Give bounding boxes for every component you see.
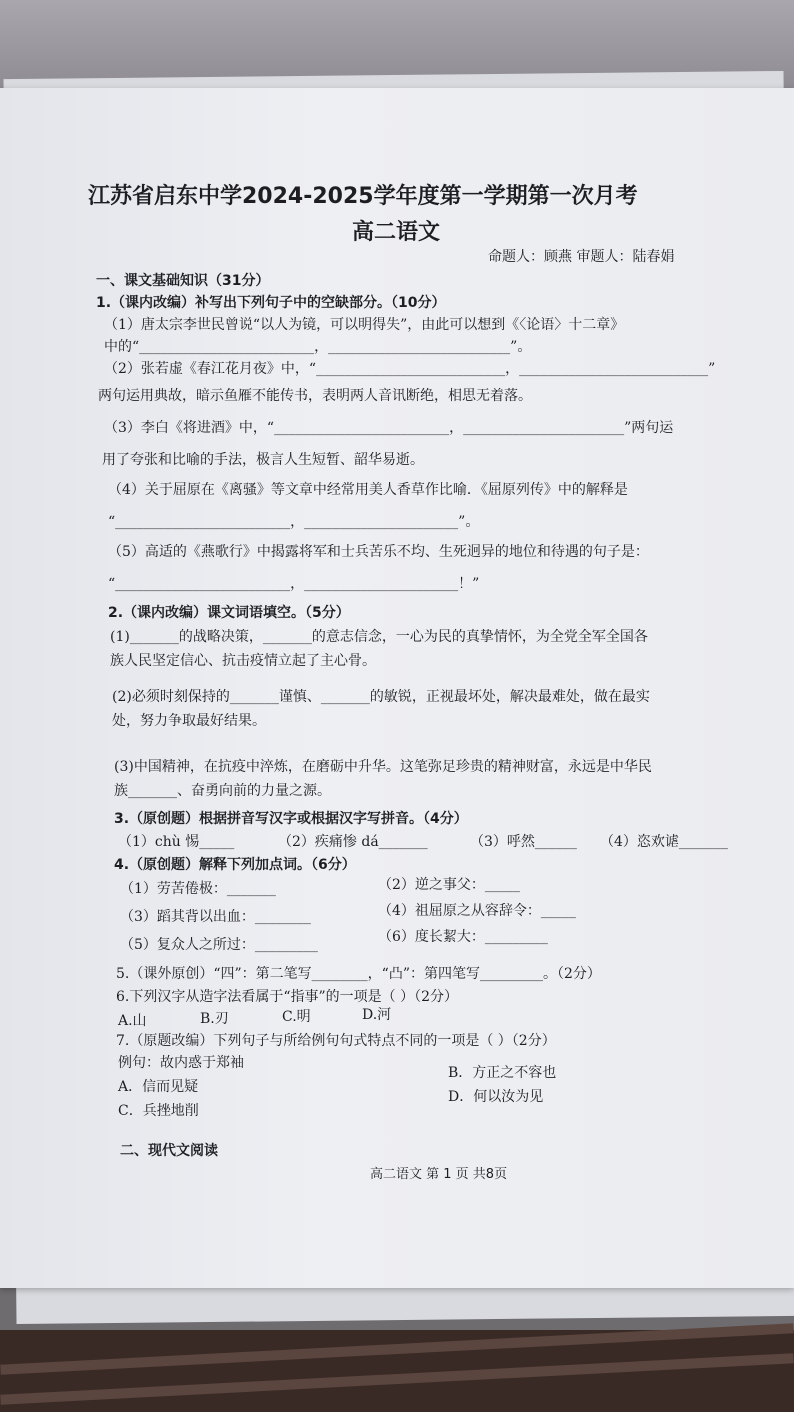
q7-stem: 7.（原题改编）下列句子与所给例句句式特点不同的一项是（ ）（2分）: [116, 1033, 556, 1049]
q2-p2-line1: (2)必须时刻保持的_______谨慎、_______的敏锐，正视最坏处，解决最难处，做在最实: [112, 689, 650, 705]
exam-title: 江苏省启东中学2024-2025学年度第一学期第一次月考: [88, 184, 638, 209]
q1-s4-line1: （4）关于屈原在《离骚》等文章中经常用美人香草作比喻．《屈原列传》中的解释是: [108, 482, 628, 498]
q2-p2-line2: 处，努力争取最好结果。: [112, 713, 266, 729]
q1-stem: 1.（课内改编）补写出下列句子中的空缺部分。（10分）: [96, 295, 446, 311]
q3-item-1: （1）chù 惕_____: [118, 834, 235, 850]
section-1-heading: 一、课文基础知识（31分）: [96, 273, 270, 289]
q3-item-3: （3）呼然______: [470, 834, 577, 850]
exam-setters: 命题人：顾燕 审题人：陆春娟: [488, 249, 675, 265]
q2-p1-line2: 族人民坚定信心、抗击疫情立起了主心骨。: [110, 653, 376, 669]
q4-stem: 4.（原创题）解释下列加点词。（6分）: [114, 857, 356, 873]
q7-option-d: D．何以汝为见: [448, 1089, 544, 1105]
q5-text: 5.（课外原创）“四”：第二笔写________，“凸”：第四笔写_________。（2分）: [116, 966, 601, 982]
q6-option-d: D.河: [362, 1007, 392, 1023]
q4-item-4: （4）祖屈原之从容辞令：_____: [378, 903, 576, 919]
q1-s3-line1: （3）李白《将进酒》中，“_________________________，_______________________”两句运: [104, 420, 674, 436]
q3-item-4: （4）恣欢谑_______: [600, 834, 728, 850]
q7-option-a: A．信而见疑: [118, 1079, 199, 1095]
q1-s3-line2: 用了夸张和比喻的手法，极言人生短暂、韶华易逝。: [102, 452, 424, 468]
q1-s5-line2: “_________________________，______________________！”: [108, 576, 480, 592]
q7-example: 例句：故内惑于郑袖: [118, 1055, 244, 1071]
q4-item-3: （3）蹈其背以出血：________: [120, 909, 311, 925]
q6-option-c: C.明: [282, 1009, 311, 1025]
q6-stem: 6.下列汉字从造字法看属于“指事”的一项是（ ）（2分）: [116, 989, 459, 1005]
page-footer: 高二语文 第 1 页 共8页: [370, 1167, 508, 1182]
background-fabric: [0, 1330, 794, 1412]
q2-p3-line2: 族_______、奋勇向前的力量之源。: [114, 783, 331, 799]
q1-s4-line2: “_________________________，______________________”。: [108, 514, 480, 530]
q4-item-2: （2）逆之事父：_____: [378, 877, 520, 893]
q7-option-c: C．兵挫地削: [118, 1103, 199, 1119]
exam-page: [0, 88, 794, 1288]
q7-option-b: B．方正之不容也: [448, 1065, 557, 1081]
q2-p3-line1: (3)中国精神，在抗疫中淬炼，在磨砺中升华。这笔弥足珍贵的精神财富，永远是中华民: [114, 759, 652, 775]
section-2-heading: 二、现代文阅读: [120, 1143, 218, 1159]
q1-s1-line2: 中的“_________________________，__________________________”。: [104, 339, 532, 355]
q6-option-b: B.刃: [200, 1011, 229, 1027]
q2-stem: 2.（课内改编）课文词语填空。（5分）: [108, 605, 350, 621]
q1-s2-line2: 两句运用典故，暗示鱼雁不能传书，表明两人音讯断绝，相思无着落。: [98, 388, 532, 404]
q3-stem: 3.（原创题）根据拼音写汉字或根据汉字写拼音。（4分）: [114, 811, 468, 827]
q1-s5-line1: （5）高适的《燕歌行》中揭露将军和士兵苦乐不均、生死迥异的地位和待遇的句子是：: [108, 544, 649, 560]
q4-item-6: （6）度长絜大：_________: [378, 929, 548, 945]
q6-option-a: A.山: [118, 1013, 147, 1029]
q1-s2-line1: （2）张若虚《春江花月夜》中，“___________________________，___________________________”: [104, 361, 716, 377]
q4-item-5: （5）复众人之所过：_________: [120, 937, 318, 953]
exam-subject: 高二语文: [352, 220, 441, 245]
q4-item-1: （1）劳苦倦极：_______: [120, 881, 276, 897]
q2-p1-line1: (1)_______的战略决策，_______的意志信念，一心为民的真挚情怀，为全党全军全国各: [110, 629, 648, 645]
q1-s1-line1: （1）唐太宗李世民曾说“以人为镜，可以明得失”，由此可以想到《〈论语〉十二章》: [104, 317, 625, 333]
q3-item-2: （2）疾痛惨 dá_______: [278, 834, 428, 850]
